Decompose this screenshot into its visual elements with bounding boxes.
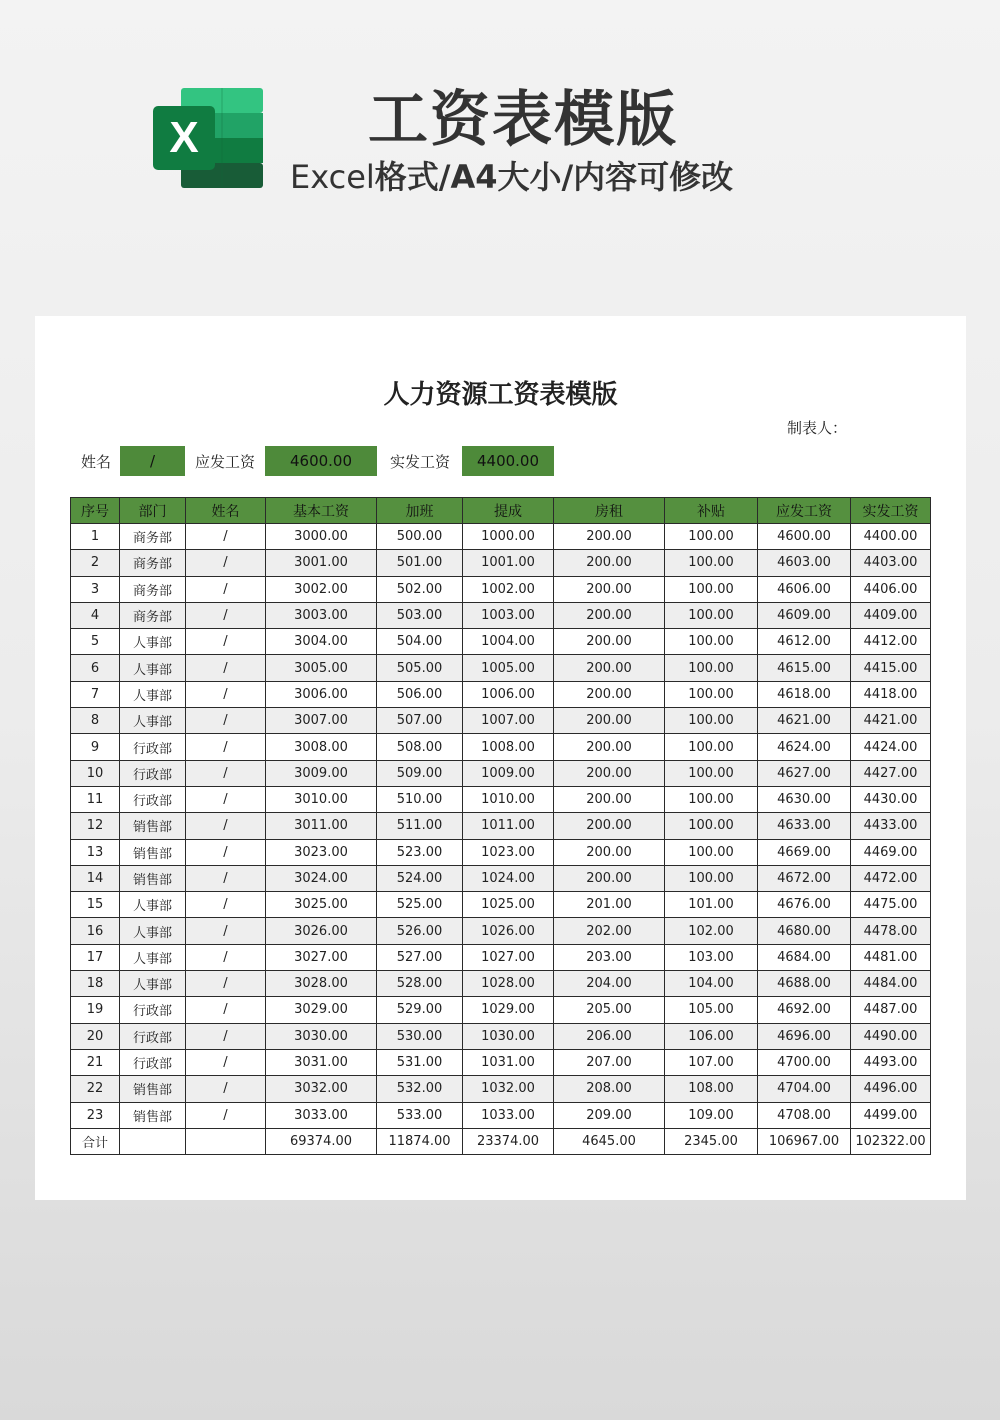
table-cell[interactable]: / [186,865,266,891]
table-cell[interactable]: 528.00 [377,971,463,997]
column-header: 姓名 [186,498,266,524]
table-cell[interactable]: 1007.00 [463,708,554,734]
column-header: 序号 [71,498,120,524]
table-cell[interactable]: 108.00 [665,1076,758,1102]
table-cell[interactable]: 行政部 [120,786,186,812]
table-cell[interactable]: / [186,1076,266,1102]
table-cell[interactable]: / [186,576,266,602]
table-cell[interactable]: 4433.00 [851,813,931,839]
table-row [71,865,931,891]
table-cell[interactable]: 4409.00 [851,602,931,628]
table-cell[interactable]: 22 [71,1076,120,1102]
column-header: 房租 [554,498,665,524]
table-cell[interactable]: 4430.00 [851,786,931,812]
page-subtitle [290,152,733,198]
table-cell[interactable]: / [186,681,266,707]
table-cell[interactable]: 1001.00 [463,550,554,576]
table-cell[interactable]: 商务部 [120,550,186,576]
table-cell[interactable]: 商务部 [120,602,186,628]
table-cell[interactable]: 527.00 [377,944,463,970]
net-pay-value: 4400.00 [462,446,554,476]
table-cell[interactable]: 4481.00 [851,944,931,970]
table-cell[interactable]: / [186,786,266,812]
table-cell[interactable]: 3010.00 [266,786,377,812]
table-row [71,1076,931,1102]
table-cell[interactable]: 3001.00 [266,550,377,576]
table-row [71,524,931,550]
table-cell[interactable]: 200.00 [554,813,665,839]
table-cell[interactable]: 529.00 [377,997,463,1023]
table-cell[interactable]: 3032.00 [266,1076,377,1102]
table-cell[interactable]: 行政部 [120,760,186,786]
table-cell[interactable]: 100.00 [665,655,758,681]
table-cell[interactable]: 人事部 [120,918,186,944]
table-cell[interactable]: 21 [71,1049,120,1075]
table-cell[interactable]: 1008.00 [463,734,554,760]
total-cell[interactable]: 11874.00 [377,1128,463,1154]
salary-table [70,497,931,1155]
table-cell[interactable]: 1004.00 [463,629,554,655]
table-cell[interactable]: 205.00 [554,997,665,1023]
table-cell[interactable]: 200.00 [554,681,665,707]
table-row [71,655,931,681]
table-cell[interactable]: 3033.00 [266,1102,377,1128]
column-header: 实发工资 [851,498,931,524]
table-cell[interactable]: 4415.00 [851,655,931,681]
table-cell[interactable]: 4499.00 [851,1102,931,1128]
table-cell[interactable]: 3005.00 [266,655,377,681]
table-cell[interactable]: 509.00 [377,760,463,786]
table-cell[interactable]: 4412.00 [851,629,931,655]
table-cell[interactable]: 19 [71,997,120,1023]
total-cell[interactable]: 69374.00 [266,1128,377,1154]
table-cell[interactable]: 销售部 [120,865,186,891]
table-cell[interactable]: 人事部 [120,629,186,655]
table-cell[interactable]: 505.00 [377,655,463,681]
column-header: 应发工资 [758,498,851,524]
table-cell[interactable]: 1027.00 [463,944,554,970]
table-cell[interactable]: 13 [71,839,120,865]
table-cell[interactable]: 4406.00 [851,576,931,602]
due-pay-value: 4600.00 [265,446,377,476]
table-cell[interactable]: 502.00 [377,576,463,602]
table-cell[interactable]: 1025.00 [463,892,554,918]
table-cell[interactable]: 3028.00 [266,971,377,997]
table-cell[interactable]: / [186,1023,266,1049]
table-cell[interactable]: / [186,918,266,944]
table-cell[interactable]: 人事部 [120,944,186,970]
table-cell[interactable]: 200.00 [554,550,665,576]
table-cell[interactable]: 504.00 [377,629,463,655]
table-cell[interactable]: / [186,971,266,997]
table-cell[interactable]: 4615.00 [758,655,851,681]
table-cell[interactable]: 4424.00 [851,734,931,760]
subtitle-details: 格式/A4大小/内容可修改 [374,158,734,196]
table-cell[interactable]: 503.00 [377,602,463,628]
table-cell[interactable]: 行政部 [120,1049,186,1075]
table-cell[interactable]: 506.00 [377,681,463,707]
table-cell[interactable]: 208.00 [554,1076,665,1102]
table-cell[interactable]: 3011.00 [266,813,377,839]
table-cell[interactable]: 11 [71,786,120,812]
table-cell[interactable]: 行政部 [120,734,186,760]
table-cell[interactable]: 3023.00 [266,839,377,865]
table-cell[interactable]: 3027.00 [266,944,377,970]
table-cell[interactable]: / [186,760,266,786]
table-cell[interactable]: 20 [71,1023,120,1049]
table-cell[interactable]: 4484.00 [851,971,931,997]
table-row [71,760,931,786]
table-cell[interactable]: 1003.00 [463,602,554,628]
name-value: / [120,446,185,476]
table-row [71,1049,931,1075]
table-cell[interactable]: 4606.00 [758,576,851,602]
table-cell[interactable]: 4403.00 [851,550,931,576]
total-cell[interactable]: 4645.00 [554,1128,665,1154]
table-cell[interactable]: 1026.00 [463,918,554,944]
table-cell[interactable]: 3009.00 [266,760,377,786]
table-cell[interactable]: 4472.00 [851,865,931,891]
table-cell[interactable]: / [186,708,266,734]
table-row [71,839,931,865]
sheet-title: 人力资源工资表模版 [383,380,618,410]
table-cell[interactable]: 1024.00 [463,865,554,891]
table-cell[interactable]: 人事部 [120,681,186,707]
table-cell[interactable]: 人事部 [120,892,186,918]
table-cell[interactable]: 4609.00 [758,602,851,628]
table-cell[interactable]: 524.00 [377,865,463,891]
table-cell[interactable]: 8 [71,708,120,734]
table-cell[interactable]: 人事部 [120,708,186,734]
name-label: 姓名 [81,453,112,471]
table-cell[interactable]: 200.00 [554,576,665,602]
table-cell[interactable]: 1011.00 [463,813,554,839]
table-cell[interactable]: 人事部 [120,655,186,681]
table-cell[interactable]: 3008.00 [266,734,377,760]
table-row [71,971,931,997]
table-cell[interactable]: 4680.00 [758,918,851,944]
table-row [71,997,931,1023]
table-cell[interactable]: 1030.00 [463,1023,554,1049]
table-cell[interactable]: 3024.00 [266,865,377,891]
table-cell[interactable]: 510.00 [377,786,463,812]
table-row [71,602,931,628]
table-cell[interactable]: 4669.00 [758,839,851,865]
table-cell[interactable]: 4612.00 [758,629,851,655]
table-cell[interactable]: 4692.00 [758,997,851,1023]
table-cell[interactable]: 23 [71,1102,120,1128]
table-cell[interactable]: 104.00 [665,971,758,997]
table-cell[interactable]: 200.00 [554,524,665,550]
table-cell[interactable]: 3026.00 [266,918,377,944]
table-cell[interactable]: 100.00 [665,760,758,786]
table-cell[interactable]: 3007.00 [266,708,377,734]
table-cell[interactable]: 100.00 [665,524,758,550]
table-cell[interactable]: 行政部 [120,997,186,1023]
table-cell[interactable]: 4490.00 [851,1023,931,1049]
table-cell[interactable]: / [186,892,266,918]
table-cell[interactable]: 1006.00 [463,681,554,707]
table-row [71,813,931,839]
table-cell[interactable]: 100.00 [665,865,758,891]
table-cell[interactable]: 1029.00 [463,997,554,1023]
table-cell[interactable]: / [186,524,266,550]
table-cell[interactable]: 4 [71,602,120,628]
table-cell[interactable]: 511.00 [377,813,463,839]
table-cell[interactable]: 1010.00 [463,786,554,812]
table-cell[interactable]: 4633.00 [758,813,851,839]
table-row [71,629,931,655]
table-cell[interactable]: / [186,813,266,839]
table-cell[interactable]: / [186,997,266,1023]
column-header: 补贴 [665,498,758,524]
table-cell[interactable]: 501.00 [377,550,463,576]
net-pay-label: 实发工资 [390,453,451,471]
table-cell[interactable]: 206.00 [554,1023,665,1049]
table-cell[interactable]: / [186,734,266,760]
table-cell[interactable]: 526.00 [377,918,463,944]
table-cell[interactable]: 507.00 [377,708,463,734]
table-cell[interactable]: 商务部 [120,576,186,602]
table-cell[interactable]: 4496.00 [851,1076,931,1102]
table-cell[interactable]: / [186,944,266,970]
table-cell[interactable]: / [186,1049,266,1075]
page-title: 工资表模版 [368,85,678,155]
table-cell[interactable]: 18 [71,971,120,997]
table-cell[interactable]: 100.00 [665,550,758,576]
table-row [71,576,931,602]
table-cell[interactable]: 531.00 [377,1049,463,1075]
table-cell[interactable]: 4400.00 [851,524,931,550]
table-cell[interactable]: 1032.00 [463,1076,554,1102]
table-cell[interactable]: / [186,629,266,655]
table-cell[interactable]: 3002.00 [266,576,377,602]
table-row [71,918,931,944]
table-cell[interactable]: 4621.00 [758,708,851,734]
table-cell[interactable]: 100.00 [665,602,758,628]
table-cell[interactable]: 17 [71,944,120,970]
table-cell[interactable]: 人事部 [120,971,186,997]
table-cell[interactable]: 4688.00 [758,971,851,997]
table-cell[interactable]: 1005.00 [463,655,554,681]
table-cell[interactable]: 100.00 [665,734,758,760]
table-cell[interactable]: 200.00 [554,629,665,655]
table-cell[interactable]: 100.00 [665,629,758,655]
table-cell[interactable]: 1000.00 [463,524,554,550]
table-row [71,892,931,918]
table-cell[interactable]: 207.00 [554,1049,665,1075]
table-cell[interactable]: 100.00 [665,839,758,865]
table-cell[interactable]: 4421.00 [851,708,931,734]
table-cell[interactable]: 100.00 [665,813,758,839]
total-cell[interactable] [120,1128,186,1154]
table-cell[interactable]: 4475.00 [851,892,931,918]
table-cell[interactable]: 14 [71,865,120,891]
spreadsheet-preview [35,316,966,1200]
table-cell[interactable]: 15 [71,892,120,918]
table-cell[interactable]: 525.00 [377,892,463,918]
table-row [71,708,931,734]
table-cell[interactable]: / [186,839,266,865]
due-pay-label: 应发工资 [195,453,256,471]
total-cell[interactable]: 23374.00 [463,1128,554,1154]
table-cell[interactable]: 204.00 [554,971,665,997]
table-cell[interactable]: / [186,602,266,628]
table-cell[interactable]: 105.00 [665,997,758,1023]
table-cell[interactable]: 4427.00 [851,760,931,786]
table-cell[interactable]: 3004.00 [266,629,377,655]
table-cell[interactable]: 3029.00 [266,997,377,1023]
table-cell[interactable]: 行政部 [120,1023,186,1049]
total-cell[interactable]: 102322.00 [851,1128,931,1154]
table-cell[interactable]: 203.00 [554,944,665,970]
table-cell[interactable]: 5 [71,629,120,655]
table-cell[interactable]: 200.00 [554,655,665,681]
table-cell[interactable]: 商务部 [120,524,186,550]
table-cell[interactable]: 202.00 [554,918,665,944]
table-cell[interactable]: 532.00 [377,1076,463,1102]
table-cell[interactable]: 102.00 [665,918,758,944]
table-row [71,550,931,576]
table-cell[interactable]: 3030.00 [266,1023,377,1049]
total-cell[interactable]: 106967.00 [758,1128,851,1154]
table-header-row [71,498,931,524]
table-cell[interactable]: 103.00 [665,944,758,970]
table-cell[interactable]: 4704.00 [758,1076,851,1102]
table-row [71,681,931,707]
table-cell[interactable]: 100.00 [665,576,758,602]
table-cell[interactable]: 1 [71,524,120,550]
column-header: 基本工资 [266,498,377,524]
table-cell[interactable]: 4627.00 [758,760,851,786]
table-cell[interactable]: 销售部 [120,1076,186,1102]
table-cell[interactable]: 1033.00 [463,1102,554,1128]
subtitle-format: Excel [290,158,375,196]
table-cell[interactable]: 200.00 [554,865,665,891]
table-cell[interactable]: 4672.00 [758,865,851,891]
table-cell[interactable]: 4418.00 [851,681,931,707]
table-row [71,734,931,760]
table-cell[interactable]: 200.00 [554,708,665,734]
table-cell[interactable]: 9 [71,734,120,760]
table-cell[interactable]: 109.00 [665,1102,758,1128]
column-header: 加班 [377,498,463,524]
table-cell[interactable]: 100.00 [665,708,758,734]
table-cell[interactable]: 4600.00 [758,524,851,550]
table-cell[interactable]: / [186,655,266,681]
table-cell[interactable]: 523.00 [377,839,463,865]
table-cell[interactable]: 1028.00 [463,971,554,997]
table-cell[interactable]: 533.00 [377,1102,463,1128]
table-cell[interactable]: 3006.00 [266,681,377,707]
table-cell[interactable]: 500.00 [377,524,463,550]
table-cell[interactable]: 1009.00 [463,760,554,786]
table-cell[interactable]: 101.00 [665,892,758,918]
table-cell[interactable]: 3031.00 [266,1049,377,1075]
table-cell[interactable]: / [186,1102,266,1128]
table-cell[interactable]: 201.00 [554,892,665,918]
table-cell[interactable]: 200.00 [554,760,665,786]
excel-logo-icon [153,88,265,188]
table-cell[interactable]: 4487.00 [851,997,931,1023]
column-header: 部门 [120,498,186,524]
table-row [71,1023,931,1049]
table-cell[interactable]: 200.00 [554,839,665,865]
table-cell[interactable]: 1023.00 [463,839,554,865]
table-cell[interactable]: 7 [71,681,120,707]
table-cell[interactable]: 200.00 [554,602,665,628]
table-total-row [71,1128,931,1154]
table-cell[interactable]: 107.00 [665,1049,758,1075]
table-cell[interactable]: 12 [71,813,120,839]
table-cell[interactable]: 4478.00 [851,918,931,944]
table-cell[interactable]: 100.00 [665,681,758,707]
table-cell[interactable]: 4676.00 [758,892,851,918]
table-row [71,1102,931,1128]
table-cell[interactable]: 4630.00 [758,786,851,812]
table-cell[interactable]: 530.00 [377,1023,463,1049]
table-cell[interactable]: 209.00 [554,1102,665,1128]
table-cell[interactable]: 1002.00 [463,576,554,602]
maker-label: 制表人： [787,419,848,437]
table-cell[interactable]: 200.00 [554,786,665,812]
table-cell[interactable]: 100.00 [665,786,758,812]
svg-text:X: X [169,113,199,162]
table-cell[interactable]: 3003.00 [266,602,377,628]
table-row [71,786,931,812]
table-cell[interactable]: 4618.00 [758,681,851,707]
column-header: 提成 [463,498,554,524]
table-cell[interactable]: 4700.00 [758,1049,851,1075]
table-cell[interactable]: 4603.00 [758,550,851,576]
table-cell[interactable]: 4696.00 [758,1023,851,1049]
table-cell[interactable]: 4624.00 [758,734,851,760]
table-cell[interactable]: / [186,550,266,576]
table-cell[interactable]: 销售部 [120,839,186,865]
table-cell[interactable]: 销售部 [120,813,186,839]
total-cell[interactable]: 2345.00 [665,1128,758,1154]
table-cell[interactable]: 6 [71,655,120,681]
table-cell[interactable]: 10 [71,760,120,786]
table-cell[interactable]: 1031.00 [463,1049,554,1075]
table-cell[interactable]: 508.00 [377,734,463,760]
table-cell[interactable]: 106.00 [665,1023,758,1049]
table-cell[interactable]: 3000.00 [266,524,377,550]
table-cell[interactable]: 4708.00 [758,1102,851,1128]
table-cell[interactable]: 2 [71,550,120,576]
table-cell[interactable]: 销售部 [120,1102,186,1128]
table-row [71,944,931,970]
table-cell[interactable]: 4469.00 [851,839,931,865]
table-cell[interactable]: 16 [71,918,120,944]
table-cell[interactable]: 4493.00 [851,1049,931,1075]
table-cell[interactable]: 3 [71,576,120,602]
table-cell[interactable]: 3025.00 [266,892,377,918]
table-cell[interactable]: 200.00 [554,734,665,760]
total-cell[interactable] [186,1128,266,1154]
table-cell[interactable]: 4684.00 [758,944,851,970]
total-cell[interactable]: 合计 [71,1128,120,1154]
